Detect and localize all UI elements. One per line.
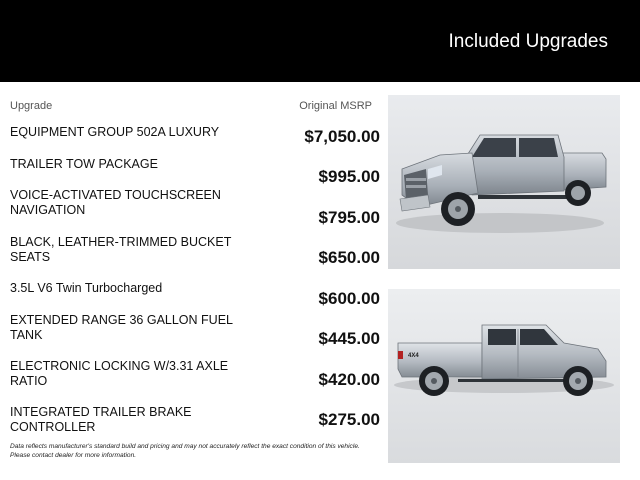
upgrade-name: INTEGRATED TRAILER BRAKE CONTROLLER — [10, 405, 192, 434]
truck-side-image — [388, 289, 620, 463]
upgrade-price: $7,050.00 — [304, 127, 380, 146]
truck-front-image — [388, 95, 620, 269]
page-title: Included Upgrades — [448, 31, 608, 52]
badge-text: 4X4 — [408, 353, 419, 359]
column-header-msrp: Original MSRP — [299, 100, 372, 112]
upgrade-name: EQUIPMENT GROUP 502A LUXURY — [10, 125, 220, 139]
upgrade-name: BLACK, LEATHER-TRIMMED BUCKET SEATS — [10, 235, 232, 264]
upgrade-name: VOICE-ACTIVATED TOUCHSCREEN NAVIGATION — [10, 188, 221, 217]
upgrade-name: TRAILER TOW PACKAGE — [10, 157, 158, 171]
upgrade-name: 3.5L V6 Twin Turbocharged — [10, 281, 163, 295]
upgrade-price: $445.00 — [318, 329, 380, 348]
upgrade-price: $600.00 — [318, 289, 380, 308]
upgrade-price: $795.00 — [318, 208, 380, 227]
vehicle-photo-side — [388, 289, 620, 463]
upgrade-name: EXTENDED RANGE 36 GALLON FUEL TANK — [10, 313, 233, 342]
header-bar — [0, 0, 640, 82]
upgrade-price: $275.00 — [318, 410, 380, 429]
vehicle-photo-front — [388, 95, 620, 269]
upgrade-price: $420.00 — [318, 370, 380, 389]
column-header-upgrade: Upgrade — [10, 100, 53, 112]
upgrade-name: ELECTRONIC LOCKING W/3.31 AXLE RATIO — [10, 359, 229, 388]
upgrade-price: $995.00 — [318, 167, 380, 186]
disclaimer-text: Data reflects manufacturer's standard build and pricing and may not accurately reflect the exact condition of this vehicle. Please contact dealer for more information. — [10, 443, 360, 459]
upgrade-price: $650.00 — [318, 248, 380, 267]
